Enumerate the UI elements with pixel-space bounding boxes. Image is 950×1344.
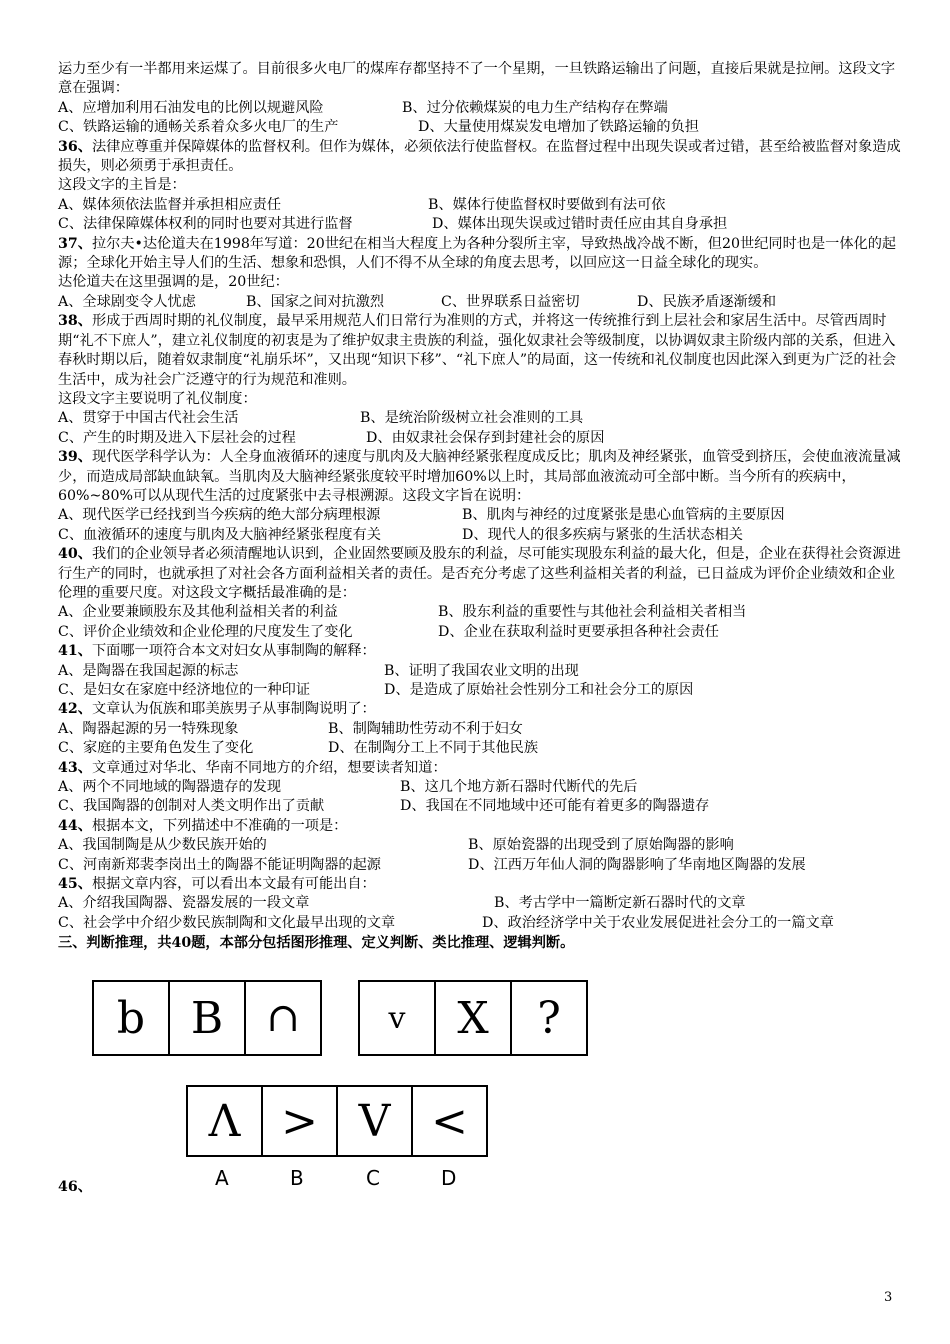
q40-options-row1 bbox=[58, 603, 904, 622]
option-label-d: D bbox=[441, 1166, 457, 1190]
q42-options-row1 bbox=[58, 720, 904, 739]
seq-box-3: ∩ bbox=[244, 980, 322, 1056]
q36-ask: 这段文字的主旨是： bbox=[58, 177, 186, 194]
q40-options-row2 bbox=[58, 623, 904, 642]
section-3-heading: 三、判断推理，共40题，本部分包括图形推理、定义判断、类比推理、逻辑判断。 bbox=[58, 935, 575, 952]
q42-option-b: B、制陶辅助性劳动不利于妇女 bbox=[328, 720, 523, 737]
seq-box-2: B bbox=[168, 980, 246, 1056]
q44-options-row2 bbox=[58, 856, 904, 875]
q39-options-row2 bbox=[58, 526, 904, 545]
option-label-a: A bbox=[215, 1166, 229, 1190]
option-label-c: C bbox=[366, 1166, 380, 1190]
q37-number: 37、 bbox=[58, 235, 92, 252]
q40-option-a: A、企业要兼顾股东及其他利益相关者的利益 bbox=[58, 604, 338, 621]
q45-option-b: B、考古学中一篇断定新石器时代的文章 bbox=[494, 895, 746, 912]
q38-option-b: B、是统治阶级树立社会准则的工具 bbox=[360, 410, 584, 427]
q44-options-row1 bbox=[58, 836, 904, 855]
q45-stem bbox=[58, 875, 904, 894]
q38-text: 形成于西周时期的礼仪制度，最早采用规范人们日常行为准则的方式，并将这一传统推行到上层社会和家居生活中。尽管西周时期“礼不下庶人”，建立礼仪制度的初衷是为了维护奴隶主贵族的利益，强化奴隶社会等级制度，以协调奴隶主阶级内部的关系，但进入春秋时期以后，随着奴隶制度“礼崩乐坏”，又出现“知识下移”、“礼下庶人”的局面，这一传统和礼仪制度也因此深入到更为广泛的社会生活中，成为社会广泛遵守的行为规范和准则。 bbox=[58, 313, 897, 388]
q43-option-d: D、我国在不同地域中还可能有着更多的陶器遗存 bbox=[400, 798, 710, 815]
q42-text: 文章认为佤族和耶美族男子从事制陶说明了： bbox=[91, 701, 376, 718]
q37-ask: 达伦道夫在这里强调的是，20世纪： bbox=[58, 274, 289, 291]
q45-number: 45、 bbox=[58, 876, 92, 893]
q40-number: 40、 bbox=[58, 546, 92, 563]
q37-options-row bbox=[58, 293, 904, 312]
q35-option-a: A、应增加利用石油发电的比例以规避风险 bbox=[58, 99, 324, 116]
q42-option-c: C、家庭的主要角色发生了变化 bbox=[58, 740, 254, 757]
q41-option-c: C、是妇女在家庭中经济地位的一种印证 bbox=[58, 682, 311, 698]
q35-option-b: B、过分依赖煤炭的电力生产结构存在弊端 bbox=[402, 99, 668, 116]
q44-stem bbox=[58, 817, 904, 836]
q40-option-b: B、股东利益的重要性与其他社会利益相关者相当 bbox=[438, 604, 747, 621]
option-label-b: B bbox=[290, 1166, 304, 1190]
q38-option-c: C、产生的时期及进入下层社会的过程 bbox=[58, 429, 296, 446]
q44-option-b: B、原始瓷器的出现受到了原始陶器的影响 bbox=[468, 837, 734, 854]
q41-option-a: A、是陶器在我国起源的标志 bbox=[58, 662, 239, 679]
q36-options-row1 bbox=[58, 196, 904, 215]
q43-stem bbox=[58, 759, 904, 778]
q36-option-b: B、媒体行使监督权时要做到有法可依 bbox=[428, 196, 666, 213]
option-box-d: < bbox=[411, 1085, 488, 1157]
q38-ask: 这段文字主要说明了礼仪制度： bbox=[58, 390, 257, 407]
q35-option-d: D、大量使用煤炭发电增加了铁路运输的负担 bbox=[418, 119, 699, 136]
q36-option-a: A、媒体须依法监督并承担相应责任 bbox=[58, 196, 282, 213]
q39-option-c: C、血液循环的速度与肌肉及大脑神经紧张程度有关 bbox=[58, 526, 381, 543]
q41-options-row1 bbox=[58, 662, 904, 681]
q37-stem bbox=[58, 235, 904, 274]
q36-text: 法律应尊重并保障媒体的监督权利。但作为媒体，必须依法行使监督权。在监督过程中出现失误或者过错，甚至给被监督对象造成损失，则必须勇于承担责任。 bbox=[58, 138, 901, 175]
q43-option-c: C、我国陶器的创制对人类文明作出了贡献 bbox=[58, 798, 325, 815]
q42-number: 42、 bbox=[58, 701, 92, 718]
seq-box-4: v bbox=[358, 980, 436, 1056]
q41-options-row2 bbox=[58, 681, 904, 700]
q36-option-c: C、法律保障媒体权利的同时也要对其进行监督 bbox=[58, 216, 353, 233]
q40-text: 我们的企业领导者必须清醒地认识到，企业固然要顾及股东的利益，尽可能实现股东利益的最大化，但是，企业在获得社会资源进行生产的同时，也就承担了对社会各方面利益相关者的责任。是否充分考虑了这些利益相关者的利益，已日益成为评价企业绩效和企业伦理的重要尺度。对这段文字概括最准确的是： bbox=[58, 546, 901, 601]
q45-option-a: A、介绍我国陶器、瓷器发展的一段文章 bbox=[58, 895, 310, 912]
q35-options-row1 bbox=[58, 99, 904, 118]
q37-option-b: B、国家之间对抗激烈 bbox=[246, 293, 385, 310]
q43-options-row1 bbox=[58, 778, 904, 797]
q42-option-d: D、在制陶分工上不同于其他民族 bbox=[328, 740, 539, 757]
q41-option-d: D、是造成了原始社会性别分工和社会分工的原因 bbox=[384, 682, 694, 698]
q39-option-b: B、肌肉与神经的过度紧张是患心血管病的主要原因 bbox=[462, 507, 785, 524]
q36-stem bbox=[58, 138, 904, 177]
q39-option-d: D、现代人的很多疾病与紧张的生活状态相关 bbox=[462, 526, 743, 543]
q45-options-row1 bbox=[58, 894, 904, 913]
q41-number: 41、 bbox=[58, 643, 92, 660]
q43-number: 43、 bbox=[58, 759, 92, 776]
q36-option-d: D、媒体出现失误或过错时责任应由其自身承担 bbox=[432, 216, 728, 233]
q37-option-d: D、民族矛盾逐渐缓和 bbox=[637, 293, 777, 310]
q43-text: 文章通过对华北、华南不同地方的介绍，想要读者知道： bbox=[91, 759, 447, 776]
q38-option-d: D、由奴隶社会保存到封建社会的原因 bbox=[366, 429, 605, 446]
q43-option-b: B、这几个地方新石器时代断代的先后 bbox=[400, 779, 638, 796]
option-box-b: > bbox=[261, 1085, 338, 1157]
q41-option-b: B、证明了我国农业文明的出现 bbox=[384, 662, 579, 679]
q39-number: 39、 bbox=[58, 449, 92, 466]
q37-text: 拉尔夫•达伦道夫在1998年写道：20世纪在相当大程度上为各种分裂所主宰，导致热战冷战不断，但20世纪同时也是一体化的起源；全球化开始主导人们的生活、想象和恐惧，人们不得不从全球的角度去思考，以回应这一日益全球化的现实。 bbox=[58, 235, 897, 272]
seq-box-5: X bbox=[434, 980, 512, 1056]
q35-options-row2 bbox=[58, 118, 904, 137]
q35-stem: 运力至少有一半都用来运煤了。目前很多火电厂的煤库存都坚持不了一个星期，一旦铁路运输出了问题，直接后果就是拉闸。这段文字意在强调： bbox=[58, 61, 896, 97]
q45-options-row2 bbox=[58, 914, 904, 933]
option-box-a: Λ bbox=[186, 1085, 263, 1157]
q38-options-row1 bbox=[58, 409, 904, 428]
q36-options-row2 bbox=[58, 215, 904, 234]
seq-box-1: b bbox=[92, 980, 170, 1056]
q44-option-d: D、江西万年仙人洞的陶器影响了华南地区陶器的发展 bbox=[468, 856, 806, 873]
q40-option-c: C、评价企业绩效和企业伦理的尺度发生了变化 bbox=[58, 623, 353, 640]
q42-option-a: A、陶器起源的另一特殊现象 bbox=[58, 720, 239, 737]
q36-number: 36、 bbox=[58, 138, 92, 155]
q44-number: 44、 bbox=[58, 817, 92, 834]
q38-number: 38、 bbox=[58, 313, 92, 330]
q39-option-a: A、现代医学已经找到当今疾病的绝大部分病理根源 bbox=[58, 507, 381, 524]
q43-option-a: A、两个不同地域的陶器遗存的发现 bbox=[58, 779, 282, 796]
q45-text: 根据文章内容，可以看出本文最有可能出自： bbox=[91, 876, 376, 893]
q40-stem bbox=[58, 545, 904, 603]
q39-text: 现代医学科学认为：人全身血液循环的速度与肌肉及大脑神经紧张程度成反比；肌肉及神经紧张，血管受到挤压，会使血液流量减少，而造成局部缺血缺氧。当肌肉及大脑神经紧张度较平时增加60%以上时，其局部血液流动可全部中断。当今所有的疾病中，60%~80%可以从现代生活的过度紧张中去寻根溯源。这段文字旨在说明： bbox=[58, 449, 901, 504]
q45-option-c: C、社会学中介绍少数民族制陶和文化最早出现的文章 bbox=[58, 914, 396, 931]
question-text-area bbox=[58, 60, 904, 954]
q38-stem bbox=[58, 312, 904, 390]
q41-text: 下面哪一项符合本文对妇女从事制陶的解释： bbox=[91, 643, 376, 660]
q38-options-row2 bbox=[58, 429, 904, 448]
q44-text: 根据本文，下列描述中不准确的一项是： bbox=[91, 817, 348, 834]
q39-stem bbox=[58, 448, 904, 506]
q35-option-c: C、铁路运输的通畅关系着众多火电厂的生产 bbox=[58, 119, 339, 136]
seq-box-6: ? bbox=[510, 980, 588, 1056]
q42-options-row2 bbox=[58, 739, 904, 758]
q37-option-c: C、世界联系日益密切 bbox=[441, 293, 580, 310]
q40-option-d: D、企业在获取利益时更要承担各种社会责任 bbox=[438, 623, 719, 640]
q43-options-row2 bbox=[58, 797, 904, 816]
option-box-c: V bbox=[336, 1085, 413, 1157]
q41-stem bbox=[58, 642, 904, 661]
q37-option-a: A、全球剧变令人忧虑 bbox=[58, 293, 196, 310]
q39-options-row1 bbox=[58, 506, 904, 525]
q38-option-a: A、贯穿于中国古代社会生活 bbox=[58, 410, 239, 427]
q42-stem bbox=[58, 700, 904, 719]
q44-option-c: C、河南新郑裴李岗出土的陶器不能证明陶器的起源 bbox=[58, 856, 381, 873]
q44-option-a: A、我国制陶是从少数民族开始的 bbox=[58, 837, 267, 854]
q45-option-d: D、政治经济学中关于农业发展促进社会分工的一篇文章 bbox=[482, 914, 834, 931]
page-number: 3 bbox=[884, 1290, 893, 1305]
q46-number: 46、 bbox=[58, 1179, 92, 1195]
